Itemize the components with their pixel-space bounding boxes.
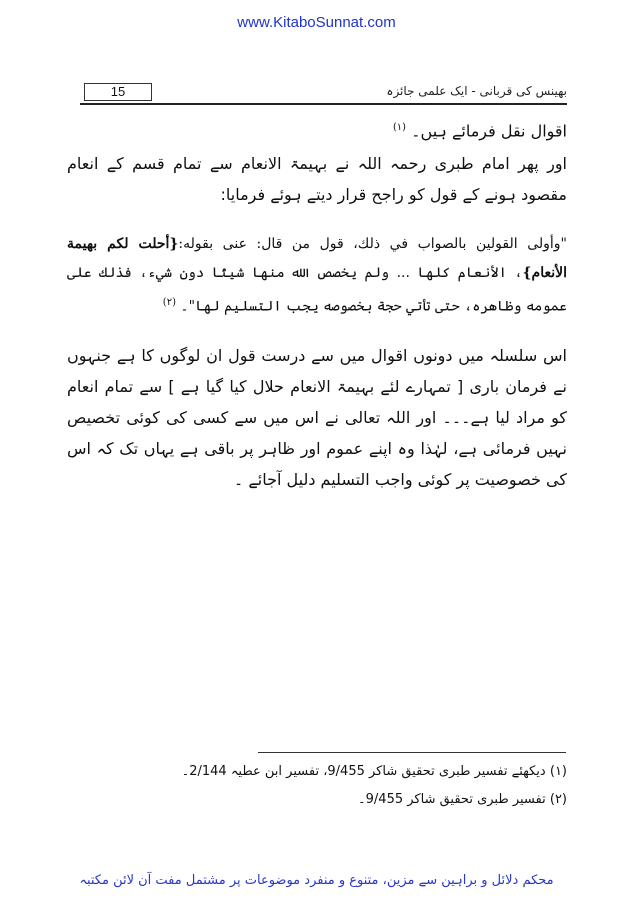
footnote-divider bbox=[258, 752, 566, 753]
arabic-quote bbox=[67, 230, 567, 322]
paragraph-1 bbox=[67, 112, 567, 146]
paragraph-4: اس سلسلہ میں دونوں اقوال میں سے درست قول ان لوگوں کا ہے جنہوں نے فرمان باری [ تمہارے لئے بہیمۃ الانعام حلال کیا گیا ہے ] سے تمام انعام کو مراد لیا ہے۔۔۔ اور اللہ تعالی نے اس میں سے کسی کی کوئی تخصیص نہیں فرمائی ہے، لہٰذا وہ اپنے عموم اور ظاہر پر باقی ہے یہاں تک کہ اس کی خصوصیت پر کوئی واجب التسلیم دلیل آجائے ۔ bbox=[67, 346, 568, 489]
page-number: 15 bbox=[84, 83, 152, 101]
footnote-2 bbox=[67, 790, 567, 810]
page-header bbox=[80, 83, 567, 103]
quote-verse: {أحلت لكم بهيمة الأنعام} bbox=[67, 236, 567, 281]
header-divider bbox=[80, 103, 567, 105]
site-url[interactable]: www.KitaboSunnat.com bbox=[237, 14, 396, 31]
footnote-ref-2: (۲) bbox=[162, 297, 176, 308]
footnote-1-text: دیکھئے تفسیر طبری تحقیق شاکر 9/455، تفسیر ابن عطیہ 2/144۔ bbox=[181, 764, 546, 779]
footnote-2-text: تفسیر طبری تحقیق شاکر 9/455۔ bbox=[358, 792, 546, 807]
paragraph-1-text: اقوال نقل فرمائے ہیں۔ bbox=[411, 121, 567, 141]
footnote-1-marker: (۱) bbox=[549, 764, 567, 779]
library-tagline: محکم دلائل و براہین سے مزین، متنوع و منفرد موضوعات پر مشتمل مفت آن لائن مکتبہ bbox=[79, 873, 554, 888]
quote-text-2: ، الأنعام كلها ... ولم يخصص الله منها شيئًا دون شيء، فذلك على عمومه وظاهره، حتى تأتي حجة بخصوصه يجب التسليم لها"۔ bbox=[67, 265, 567, 315]
footnote-ref-1: (۱) bbox=[392, 122, 407, 133]
footnote-1 bbox=[67, 762, 567, 782]
paragraph-2: اور پھر امام طبری رحمہ اللہ نے بہیمۃ الانعام سے تمام قسم کے انعام مقصود ہونے کے قول کو راجح قرار دیتے ہوئے فرمایا: bbox=[67, 154, 567, 204]
footnote-2-marker: (۲) bbox=[549, 792, 567, 807]
book-title: بھینس کی قربانی - ایک علمی جائزہ bbox=[386, 84, 567, 98]
quote-text-1: "وأولى القولين بالصواب في ذلك، قول من قال: عنى بقوله: bbox=[178, 236, 567, 252]
